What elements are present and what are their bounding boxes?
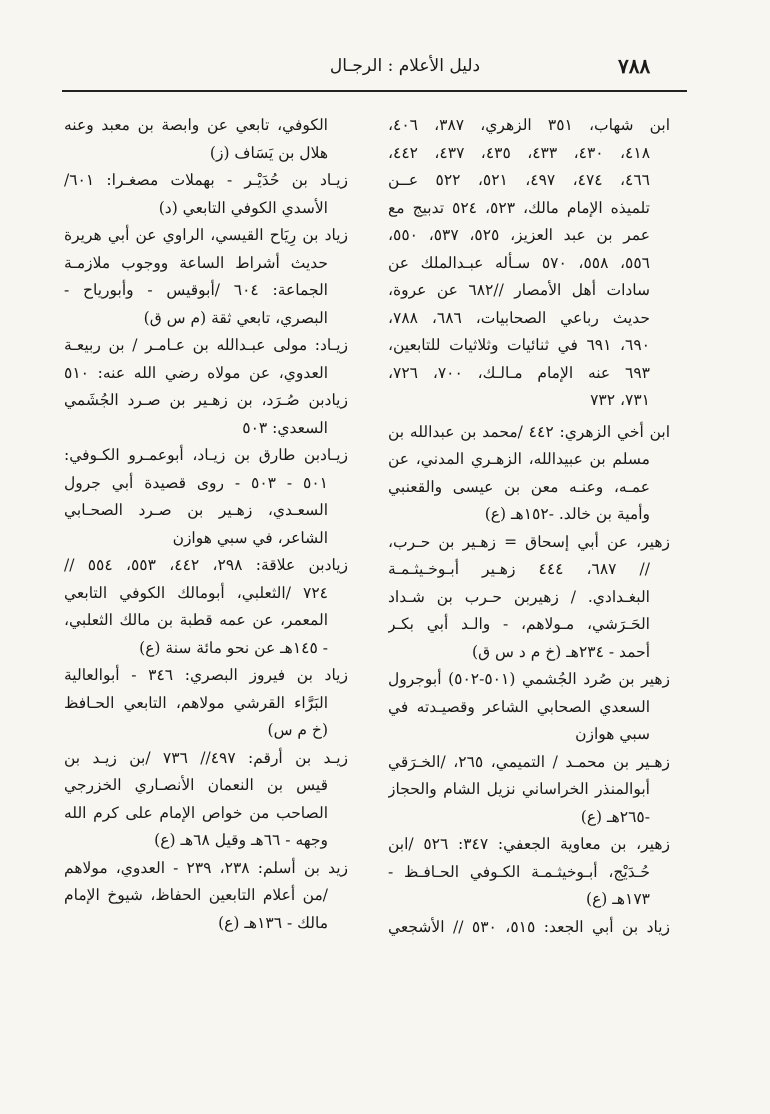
text-line: الشاعر، في سبي هوازن [172, 528, 328, 547]
text-line: ١٧٣هـ (ع) [586, 890, 650, 908]
text-line: ٦٩٣ عنه الإمام مـالـك، ٧٠٠، ٧٢٦، [388, 363, 650, 382]
text-line: السعـدي، زهـير بن صـرد الصحـابي [64, 501, 328, 519]
text-line: -٢٦٥هـ (ع) [580, 807, 650, 826]
text-line: // ٦٨٧، ٤٤٤ زهـير أبـوخـيثـمـة [388, 560, 650, 578]
text-line: زيـاد بن حُدَيْـر - بهملات مصغـرا: ٦٠١/ [64, 171, 348, 189]
text-line: أبوالمنذر الخراساني نزيل الشام والحجاز [388, 780, 650, 798]
text-line: عمـه، وعنـه معن بن عيسى والقعنبي [388, 477, 650, 496]
text-line: الكوفي، تابعي عن وابصة بن معبد وعنه [64, 116, 328, 134]
text-line: زيد بن أسلم: ٢٣٨، ٢٣٩ - العدوي، مولاهم [64, 858, 348, 877]
right-column [388, 112, 670, 941]
text-line: حديث أشراط الساعة ووجوب ملازمـة [64, 253, 328, 272]
left-column [64, 112, 348, 937]
text-line: ابن شهاب، ٣٥١ الزهري، ٣٨٧، ٤٠٦، [388, 116, 670, 134]
text-line: عمر بن عبد العزيز، ٥٢٥، ٥٣٧، ٥٥٠، [388, 226, 650, 244]
text-line: زيـد بن أرقم: ٤٩٧// ٧٣٦ /بن زيـد بن [64, 748, 348, 767]
text-line: زيادبن علاقة: ٢٩٨، ٤٤٢، ٥٥٣، ٥٥٤ // [64, 556, 348, 574]
text-line: زهير، بن معاوية الجعفي: ٣٤٧: ٥٢٦ /ابن [388, 835, 670, 853]
text-line: هلال بن يَسَاف (ز) [209, 143, 328, 162]
text-line: سبي هوازن [575, 725, 650, 743]
text-line: زهير بن صُرد الجُشمي (٥٠١-٥٠٢) أبوجرول [388, 670, 670, 688]
text-line: زيـاد: مولى عبـدالله بن عـامـر / بن ربيعـة [64, 336, 348, 354]
text-line: ٥٠١ - ٥٠٣ - روى قصيدة أبي جرول [64, 473, 329, 492]
text-line: زهير، عن أبي إسحاق = زهـير بن حـرب، [388, 532, 670, 551]
text-line: أحمد - ٢٣٤هـ (خ م د س ق) [472, 642, 650, 661]
text-line: البَرَّاء القرشي مولاهم، التابعي الحـافظ [64, 693, 328, 712]
text-line: زهـير بن محمـد / التميمي، ٢٦٥، /الخـرَقي [388, 752, 670, 771]
text-line: الأسدي الكوفي التابعي (د) [158, 198, 328, 217]
text-line: مالك - ١٣٦هـ (ع) [218, 913, 328, 932]
header-rule [62, 90, 687, 92]
text-line: زياد بن فيروز البصري: ٣٤٦ - أبوالعالية [64, 666, 348, 684]
text-line: ٥٥٦، ٥٥٨، ٥٧٠ سـأله عبـدالملك عن [388, 253, 650, 272]
text-line: الصاحب من خواص الإمام على كرم الله [64, 803, 328, 822]
text-line: قيس بن النعمان الأنصـاري الخزرجي [64, 776, 328, 794]
text-line: مسلم بن عبيدالله، الزهـري المدني، عن [388, 450, 650, 468]
page-number: ٧٨٨ [618, 54, 651, 78]
text-line: (خ م س) [267, 721, 328, 739]
text-line: ٤٦٦، ٤٧٤، ٤٩٧، ٥٢١، ٥٢٢ عــن [388, 171, 650, 189]
text-line: ٧٣١، ٧٣٢ [590, 391, 650, 409]
text-line: سادات أهل الأمصار //٦٨٢ عن عروة، [388, 281, 650, 299]
text-line: تلميذه الإمام مالك، ٥٢٣، ٥٢٤ تدبيج مع [388, 198, 650, 217]
text-line: - ١٤٥هـ عن نحو مائة سنة (ع) [139, 638, 328, 657]
text-line: العدوي، عن مولاه رضي الله عنه: ٥١٠ [64, 363, 328, 382]
text-line: زياد بن رِيَاح القيسي، الراوي عن أبي هريرة [64, 226, 348, 244]
text-line: السعدي: ٥٠٣ [242, 418, 328, 437]
page-header [0, 50, 770, 90]
text-line: وجهه - ٦٦هـ وقيل ٦٨هـ (ع) [154, 831, 328, 849]
text-line: زيـادبن طارق بن زيـاد، أبوعمـرو الكـوفي: [64, 446, 348, 464]
text-line: ابن أخي الزهري: ٤٤٢ /محمد بن عبدالله بن [388, 422, 670, 441]
text-line: السعدي الصحابي الشاعر وقصيـدته في [388, 697, 650, 716]
text-line: ٧٢٤ /الثعلبي، أبومالك الكوفي التابعي [64, 583, 328, 602]
running-title: دليل الأعلام : الرجـال [329, 56, 481, 76]
text-line: ٦٩٠، ٦٩١ في ثنائيات وثلاثيات للتابعين، [388, 336, 650, 354]
text-line: /من أعلام التابعين الحفاظ، شيوخ الإمام [64, 886, 328, 904]
text-line: ٤١٨، ٤٣٠، ٤٣٣، ٤٣٥، ٤٣٧، ٤٤٢، [388, 143, 651, 162]
text-line: زيادبن صُـرَد، بن زهـير بن صـرد الجُشَمي [64, 391, 348, 409]
text-line: حُـدَيْج، أبـوخيثـمـة الكـوفي الحـافـظ - [388, 862, 650, 881]
text-line: البغـدادي. / زهيربن حـرب بن شـداد [388, 587, 650, 606]
text-line: المعمر، عن عمه قطبة بن مالك الثعلبي، [64, 611, 328, 629]
text-line: حديث رباعي الصحابيات، ٦٨٦، ٧٨٨، [388, 308, 650, 327]
text-line: زياد بن أبي الجعد: ٥١٥، ٥٣٠ // الأشجعي [388, 917, 670, 936]
text-line: وأمية بن خالد. -١٥٢هـ (ع) [484, 505, 650, 523]
text-line: الحَـرَشي، مـولاهم، - والـد أبي بكـر [388, 615, 650, 633]
text-line: الجماعة: ٦٠٤ /أبوقيس - وأبورياح - [64, 281, 328, 299]
text-line: البصري، تابعي ثقة (م س ق) [143, 308, 328, 327]
